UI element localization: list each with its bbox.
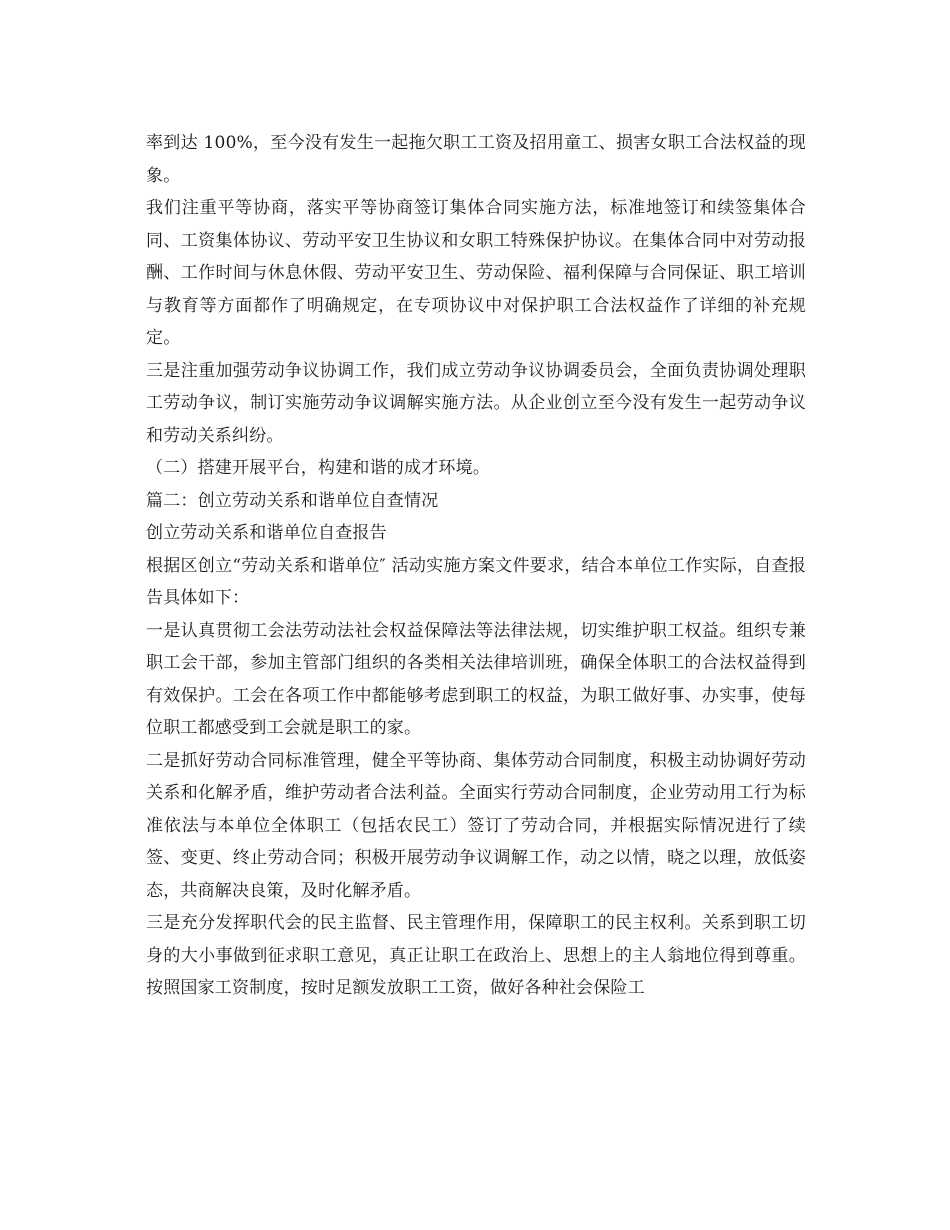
article-heading: 篇二：创立劳动关系和谐单位自查情况 xyxy=(146,490,439,511)
paragraph-collective-contract: 我们注重平等协商，落实平等协商签订集体合同实施方法，标准地签订和续签集体合同、工资集体协议、劳动平安卫生协议和女职工特殊保护协议。在集体合同中对劳动报酬、工作时间与休息休假、劳动平安卫生、劳动保险、福利保障与合同保证、职工培训与教育等方面都作了明确规定，在专项协议中对保护职工合法权益作了详细的补充规定。 xyxy=(146,198,806,348)
document-body xyxy=(146,127,806,1005)
paragraph-point-three: 三是充分发挥职代会的民主监督、民主管理作用，保障职工的民主权利。关系到职工切身的大小事做到征求职工意见，真正让职工在政治上、思想上的主人翁地位得到尊重。按照国家工资制度，按时足额发放职工工资，做好各种社会保险工 xyxy=(146,913,806,998)
report-title: 创立劳动关系和谐单位自查报告 xyxy=(146,523,387,543)
paragraph-point-one: 一是认真贯彻工会法劳动法社会权益保障法等法律法规，切实维护职工权益。组织专兼职工会干部，参加主管部门组织的各类相关法律培训班，确保全体职工的合法权益得到有效保护。工会在各项工作中都能够考虑到职工的权益，为职工做好事、办实事，使每位职工都感受到工会就是职工的家。 xyxy=(146,620,806,738)
paragraph-report-intro: 根据区创立“劳动关系和谐单位″ 活动实施方案文件要求，结合本单位工作实际，自查报告具体如下： xyxy=(146,555,806,608)
paragraph-point-two: 二是抓好劳动合同标准管理，健全平等协商、集体劳动合同制度，积极主动协调好劳动关系和化解矛盾，维护劳动者合法利益。全面实行劳动合同制度，企业劳动用工行为标准依法与本单位全体职工（包括农民工）签订了劳动合同，并根据实际情况进行了续签、变更、终止劳动合同；积极开展劳动争议调解工作，动之以情，晓之以理，放低姿态，共商解决良策，及时化解矛盾。 xyxy=(146,750,806,901)
paragraph-wage-compliance: 率到达 100%，至今没有发生一起拖欠职工工资及招用童工、损害女职工合法权益的现象。 xyxy=(146,133,806,186)
paragraph-dispute-coordination: 三是注重加强劳动争议协调工作，我们成立劳动争议协调委员会，全面负责协调处理职工劳动争议，制订实施劳动争议调解实施方法。从企业创立至今没有发生一起劳动争议和劳动关系纠纷。 xyxy=(146,360,806,446)
section-heading-platform: （二）搭建开展平台，构建和谐的成才环境。 xyxy=(146,458,490,478)
